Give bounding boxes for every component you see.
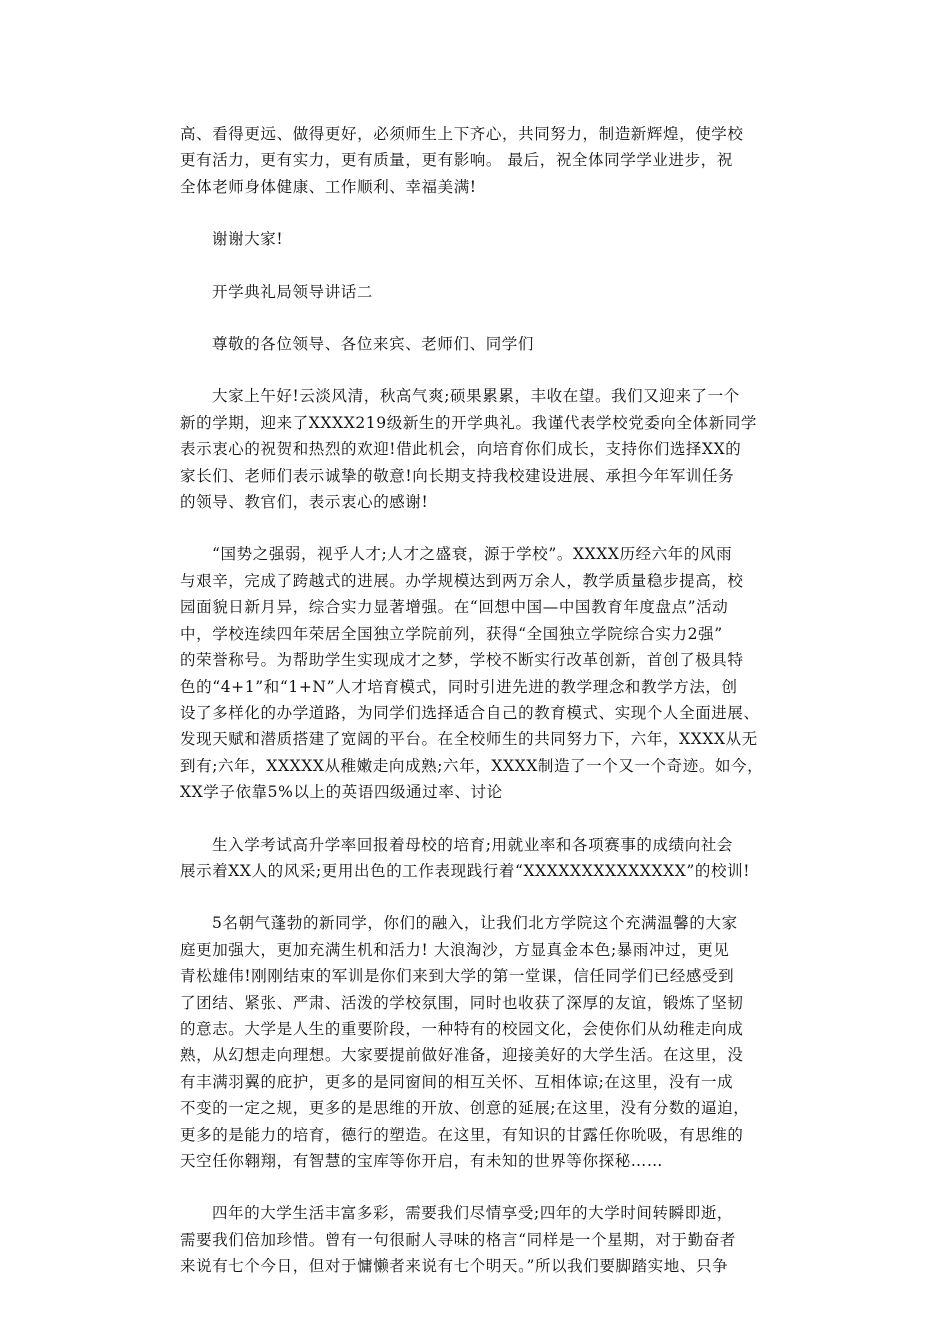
- text-line: 发现天赋和潜质搭建了宽阔的平台。在全校师生的共同努力下，六年，XXXX从无: [180, 730, 758, 749]
- text-line: 天空任你翱翔，有智慧的宝库等你开启，有未知的世界等你探秘……: [180, 1152, 664, 1170]
- text-line: 庭更加强大，更加充满生机和活力! 大浪淘沙，方显真金本色;暴雨冲过，更见: [180, 940, 730, 959]
- text-line: 开学典礼局领导讲话二: [212, 282, 374, 301]
- paragraph: [180, 383, 772, 515]
- paragraph: [180, 226, 772, 252]
- text-line: 5名朝气蓬勃的新同学，你们的融入，让我们北方学院这个充满温馨的大家: [212, 914, 738, 933]
- text-line: 更多的是能力的培育，德行的塑造。在这里，有知识的甘露任你吮吸，有思维的: [180, 1125, 744, 1144]
- text-line: 需要我们倍加珍惜。曾有一句很耐人寻味的格言“同样是一个星期，对于勤奋者: [180, 1230, 736, 1249]
- paragraph: [180, 832, 772, 885]
- text-line: 四年的大学生活丰富多彩，需要我们尽情享受;四年的大学时间转瞬即逝，: [212, 1204, 734, 1223]
- text-line: 谢谢大家!: [212, 230, 284, 249]
- paragraph: [180, 910, 772, 1174]
- text-line: 的领导、教官们，表示衷心的感谢!: [180, 493, 429, 512]
- text-line: 不变的一定之规，更多的是思维的开放、创意的延展;在这里，没有分数的逼迫，: [180, 1099, 750, 1118]
- text-line: 尊敬的各位领导、各位来宾、老师们、同学们: [212, 335, 535, 354]
- text-line: 全体老师身体健康、工作顺利、幸福美满!: [180, 177, 477, 196]
- text-line: 青松雄伟!刚刚结束的军训是你们来到大学的第一堂课，信任同学们已经感受到: [180, 967, 735, 986]
- paragraph: [180, 279, 772, 305]
- text-line: 了团结、紧张、严肃、活泼的学校氛围，同时也收获了深厚的友谊，锻炼了坚韧: [180, 993, 744, 1012]
- text-line: 设了多样化的办学道路，为同学们选择适合自己的教育模式、实现个人全面进展、: [180, 703, 760, 722]
- text-line: 与艰辛，完成了跨越式的进展。办学规模达到两万余人，教学质量稳步提高，校: [180, 571, 744, 590]
- text-line: 中，学校连续四年荣居全国独立学院前列，获得“全国独立学院综合实力2强”: [180, 624, 723, 643]
- document-body: [180, 121, 772, 1306]
- text-line: 熟，从幻想走向理想。大家要提前做好准备，迎接美好的大学生活。在这里，没: [180, 1046, 744, 1065]
- text-line: “国势之强弱，视乎人才;人才之盛衰，源于学校”。XXXX历经六年的风雨: [212, 545, 733, 564]
- text-line: 大家上午好!云淡风清，秋高气爽;硕果累累，丰收在望。我们又迎来了一个: [212, 387, 740, 406]
- text-line: 色的“4+1”和“1+N”人才培育模式，同时引进先进的教学理念和教学方法，创: [180, 677, 738, 696]
- text-line: 展示着XX人的风采;更用出色的工作表现践行着“XXXXXXXXXXXXXX”的校训!: [180, 861, 751, 880]
- text-line: 来说有七个今日，但对于慵懒者来说有七个明天。”所以我们要脚踏实地、只争: [180, 1257, 729, 1276]
- paragraph: [180, 541, 772, 805]
- text-line: 有丰满羽翼的庇护，更多的是同窗间的相互关怀、互相体谅;在这里，没有一成: [180, 1072, 734, 1091]
- text-line: 更有活力，更有实力，更有质量，更有影响。 最后，祝全体同学学业进步，祝: [180, 151, 733, 170]
- text-line: 生入学考试高升学率回报着母校的培育;用就业率和各项赛事的成绩向社会: [212, 835, 734, 854]
- text-line: 表示衷心的祝贺和热烈的欢迎!借此机会，向培育你们成长，支持你们选择XX的: [180, 440, 742, 459]
- text-line: 的荣誉称号。为帮助学生实现成才之梦，学校不断实行改革创新，首创了极具特: [180, 651, 744, 670]
- text-line: 高、看得更远、做得更好，必须师生上下齐心，共同努力，制造新辉煌，使学校: [180, 125, 744, 143]
- text-line: 新的学期，迎来了XXXX219级新生的开学典礼。我谨代表学校党委向全体新同学: [180, 413, 758, 432]
- text-line: 的意志。大学是人生的重要阶段，一种特有的校园文化，会使你们从幼稚走向成: [180, 1019, 744, 1038]
- paragraph: [180, 1200, 772, 1279]
- paragraph: [180, 331, 772, 357]
- text-line: 到有;六年，XXXXX从稚嫩走向成熟;六年，XXXX制造了一个又一个奇迹。如今，: [180, 756, 764, 775]
- text-line: 园面貌日新月异，综合实力显著增强。在“回想中国—中国教育年度盘点”活动: [180, 598, 729, 617]
- text-line: XX学子依靠5%以上的英语四级通过率、讨论: [180, 783, 503, 802]
- paragraph: [180, 121, 772, 200]
- text-line: 家长们、老师们表示诚挚的敬意!向长期支持我校建设进展、承担今年军训任务: [180, 466, 735, 485]
